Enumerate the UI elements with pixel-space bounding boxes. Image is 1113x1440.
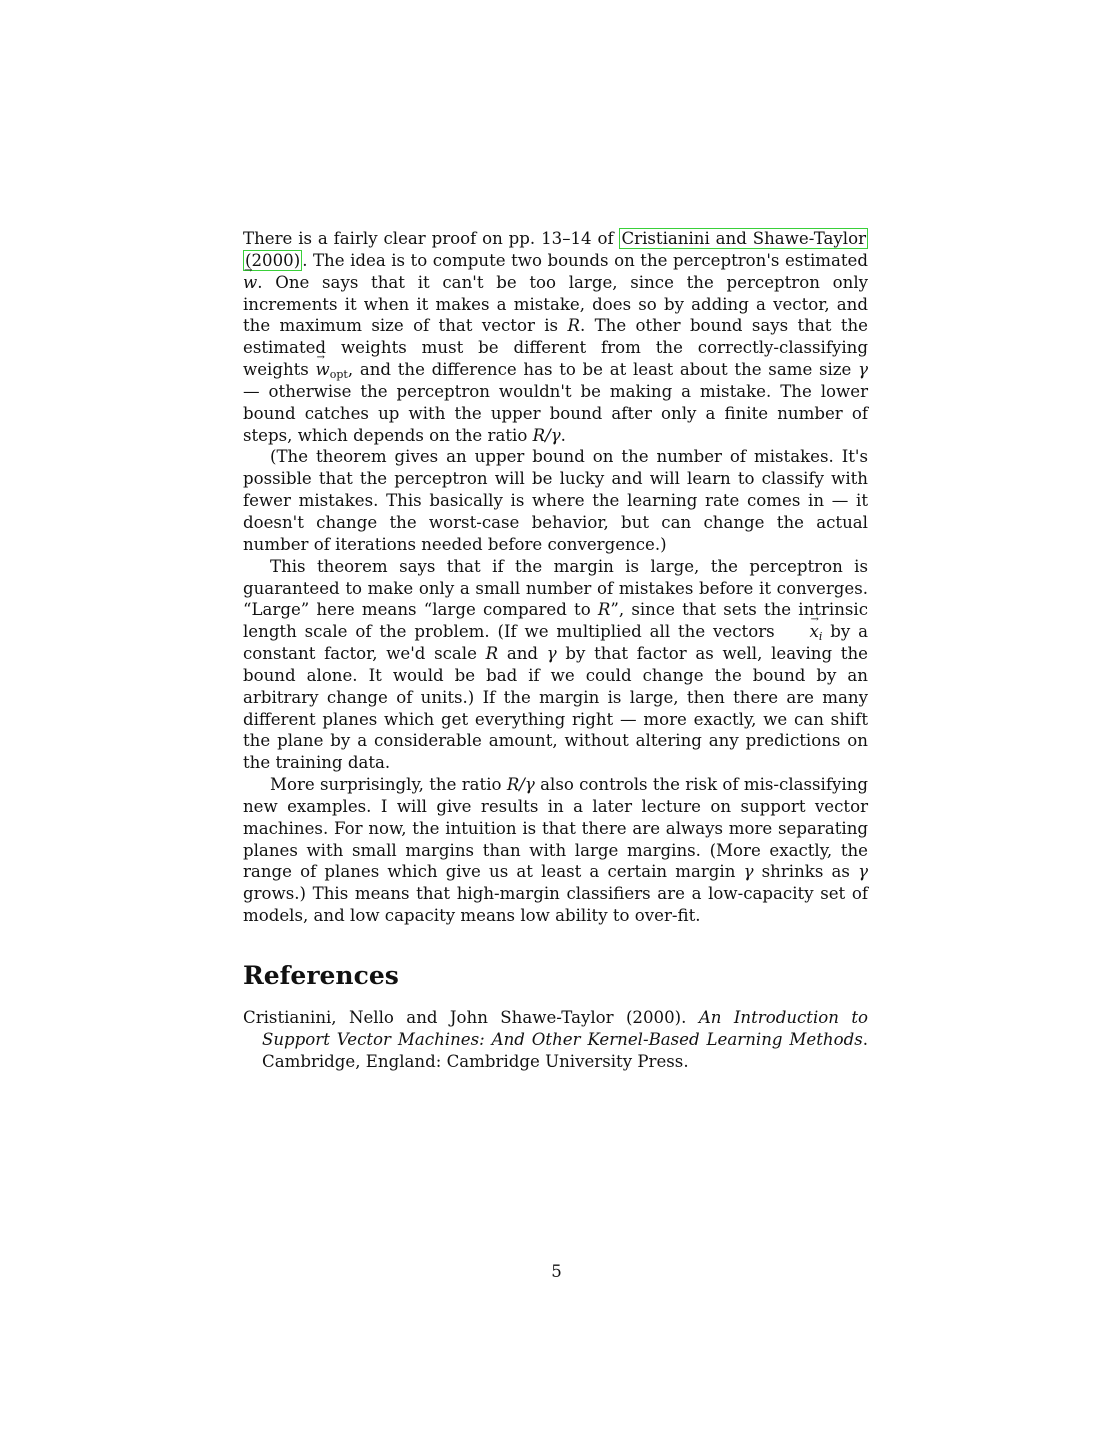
reference-entry: Cristianini, Nello and John Shawe-Taylor (2000). An Introduction to Support Vector Machines: And Other Kernel-Based Learning Methods. Cambridge, England: Cambridge University Press. <box>243 1008 869 1071</box>
math-gamma: γ <box>546 644 557 664</box>
math-gamma: γ <box>743 862 754 882</box>
vector-w: → w <box>243 272 257 294</box>
paragraph-4: More surprisingly, the ratio R/γ also controls the risk of mis-classifying new examples. I will give results in a later lecture on support vector machines. For now, the intuition is that there are always more separating planes with small margins than with large margins. (More exactly, the range of planes which give us at least a certain margin γ shrinks as γ grows.) This means that high-margin classifiers are a low-capacity set of models, and low capacity means low ability to over-fit. <box>243 775 868 926</box>
paragraph-1: There is a fairly clear proof on pp. 13–14 of Cristianini and Shawe-Taylor (2000) . The idea is to compute two bounds on the perceptron's estimated → w. One says that it can't be too large, since the perceptron only increments it when it makes a mistake, does so by adding a vector, and the maximum size of that vector is R. The other bound says that the estimated weights must be different from the correctly-classifying weights → $w_{opt}$, and the difference has to be at least about the same size γ — otherwise the perceptron wouldn't be making a mistake. The lower bound catches up with the upper bound after only a finite number of steps, which depends on the ratio R/γ. <box>243 228 868 446</box>
subscript-i: i <box>818 630 823 644</box>
paragraph-2: (The theorem gives an upper bound on the number of mistakes. It's possible that the perceptron will be lucky and will learn to classify with fewer mistakes. This basically is where the learning rate comes in — it doesn't change the worst-case behavior, but can change the actual number of iterations needed before convergence.) <box>243 447 868 554</box>
references-heading: References <box>243 961 399 990</box>
page-number: 5 <box>551 1262 562 1281</box>
paragraph-3: This theorem says that if the margin is large, the perceptron is guaranteed to make only a small number of mistakes before it converges. “Large” here means “large compared to R”, since that sets the intrinsic length scale of the problem. (If we multiplied all the vectors → $x_i$ by a constant factor, we'd scale R and γ by that factor as well, leaving the bound alone. It would be bad if we could change the bound by an arbitrary change of units.) If the margin is large, then there are many different planes which get everything right — more exactly, we can shift the plane by a considerable amount, without altering any predictions on the training data. <box>243 556 868 774</box>
subscript-opt: opt <box>329 368 348 382</box>
vector-w-opt: → w <box>316 359 330 381</box>
math-R: R <box>567 316 580 336</box>
math-R: R <box>597 600 611 620</box>
vector-x: → x <box>783 621 819 643</box>
math-ratio: R/γ <box>506 775 535 795</box>
reference-title: An Introduction to Support Vector Machines: And Other Kernel-Based Learning Methods <box>262 1008 869 1049</box>
math-R: R <box>485 644 499 664</box>
math-ratio: R/γ <box>532 425 561 445</box>
citation-link-year[interactable]: (2000) <box>245 250 301 270</box>
math-gamma: γ <box>858 862 868 882</box>
citation-link-authors[interactable]: Cristianini and Shawe-Taylor <box>621 229 866 248</box>
body-column <box>243 228 868 1073</box>
math-gamma: γ <box>858 360 868 380</box>
